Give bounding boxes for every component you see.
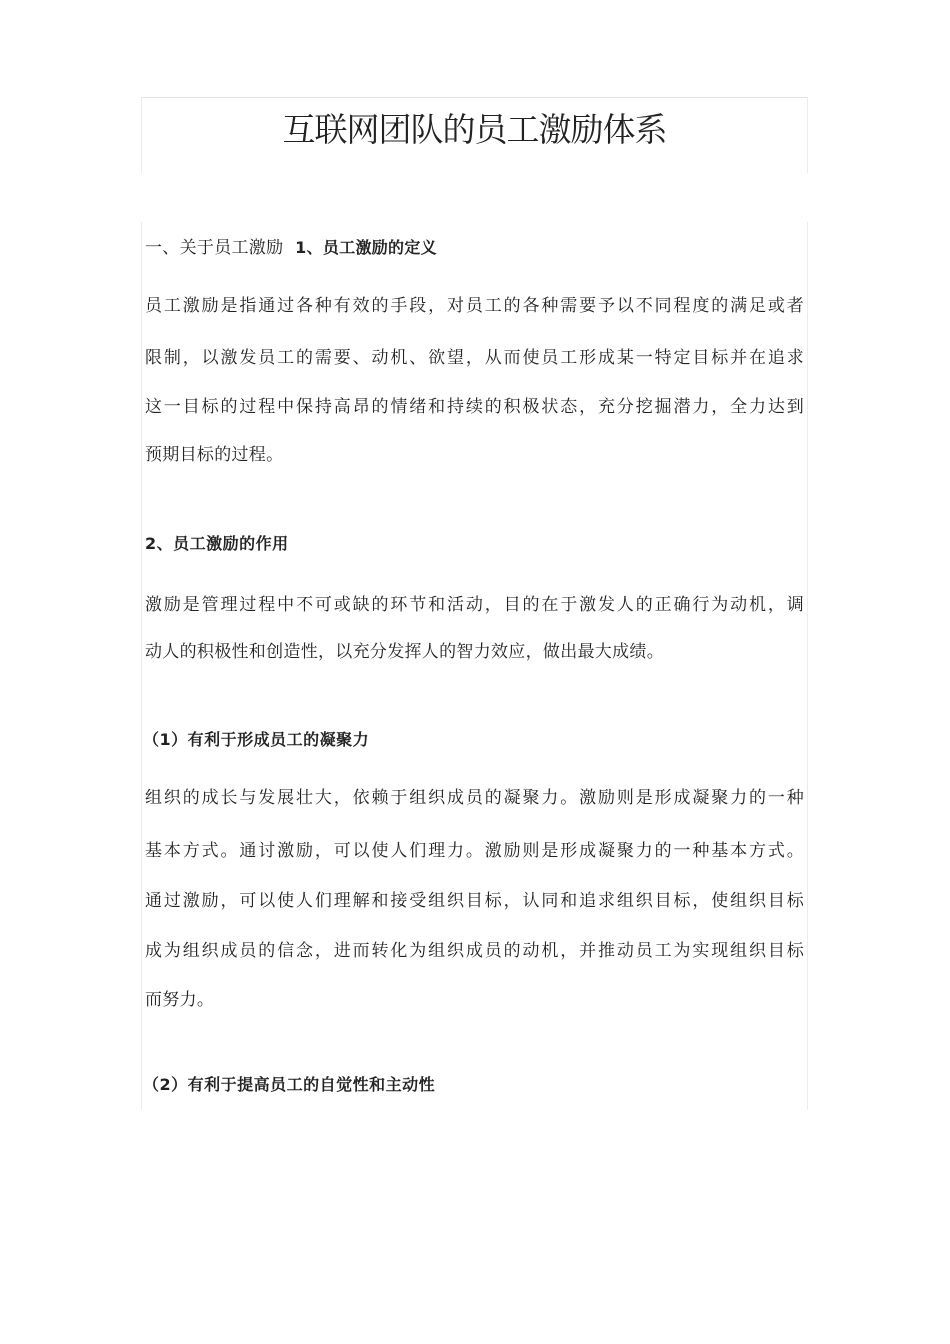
paragraph-line: 限制，以激发员工的需要、动机、欲望，从而使员工形成某一特定目标并在追求: [145, 348, 804, 368]
paragraph-line: 激励是管理过程中不可或缺的环节和活动，目的在于激发人的正确行为动机，调: [145, 595, 804, 615]
paragraph-line: 基本方式。通讨激励，可以使人们理力。激励则是形成凝聚力的一种基本方式。: [145, 841, 804, 861]
paragraph-line: 通过激励，可以使人们理解和接受组织目标，认同和追求组织目标，使组织目标: [145, 891, 804, 911]
paragraph-line: 这一目标的过程中保持高昂的情绪和持续的积极状态，充分挖掘潜力，全力达到: [145, 397, 804, 417]
paragraph-line: 动人的积极性和创造性，以充分发挥人的智力效应，做出最大成绩。: [145, 642, 664, 662]
title-box: [141, 97, 808, 173]
section-heading: [145, 236, 437, 260]
subsection-heading-role: 2、员工激励的作用: [145, 534, 289, 553]
paragraph-line: 组织的成长与发展壮大，依赖于组织成员的凝聚力。激励则是形成凝聚力的一种: [145, 788, 804, 808]
document-body: [141, 222, 808, 1110]
document-title: 互联网团队的员工激励体系: [282, 110, 667, 149]
section-heading-main: 一、关于员工激励: [145, 238, 284, 258]
subsection-heading-definition: 1、员工激励的定义: [295, 238, 437, 257]
paragraph-line: 员工激励是指通过各种有效的手段，对员工的各种需要予以不同程度的满足或者: [145, 296, 804, 316]
point-heading-cohesion: （1）有利于形成员工的凝聚力: [143, 730, 370, 749]
paragraph-line: 而努力。: [145, 990, 215, 1010]
paragraph-line: 成为组织成员的信念，进而转化为组织成员的动机，并推动员工为实现组织目标: [145, 941, 804, 961]
point-heading-initiative: （2）有利于提高员工的自觉性和主动性: [143, 1075, 436, 1094]
paragraph-line: 预期目标的过程。: [145, 445, 284, 465]
